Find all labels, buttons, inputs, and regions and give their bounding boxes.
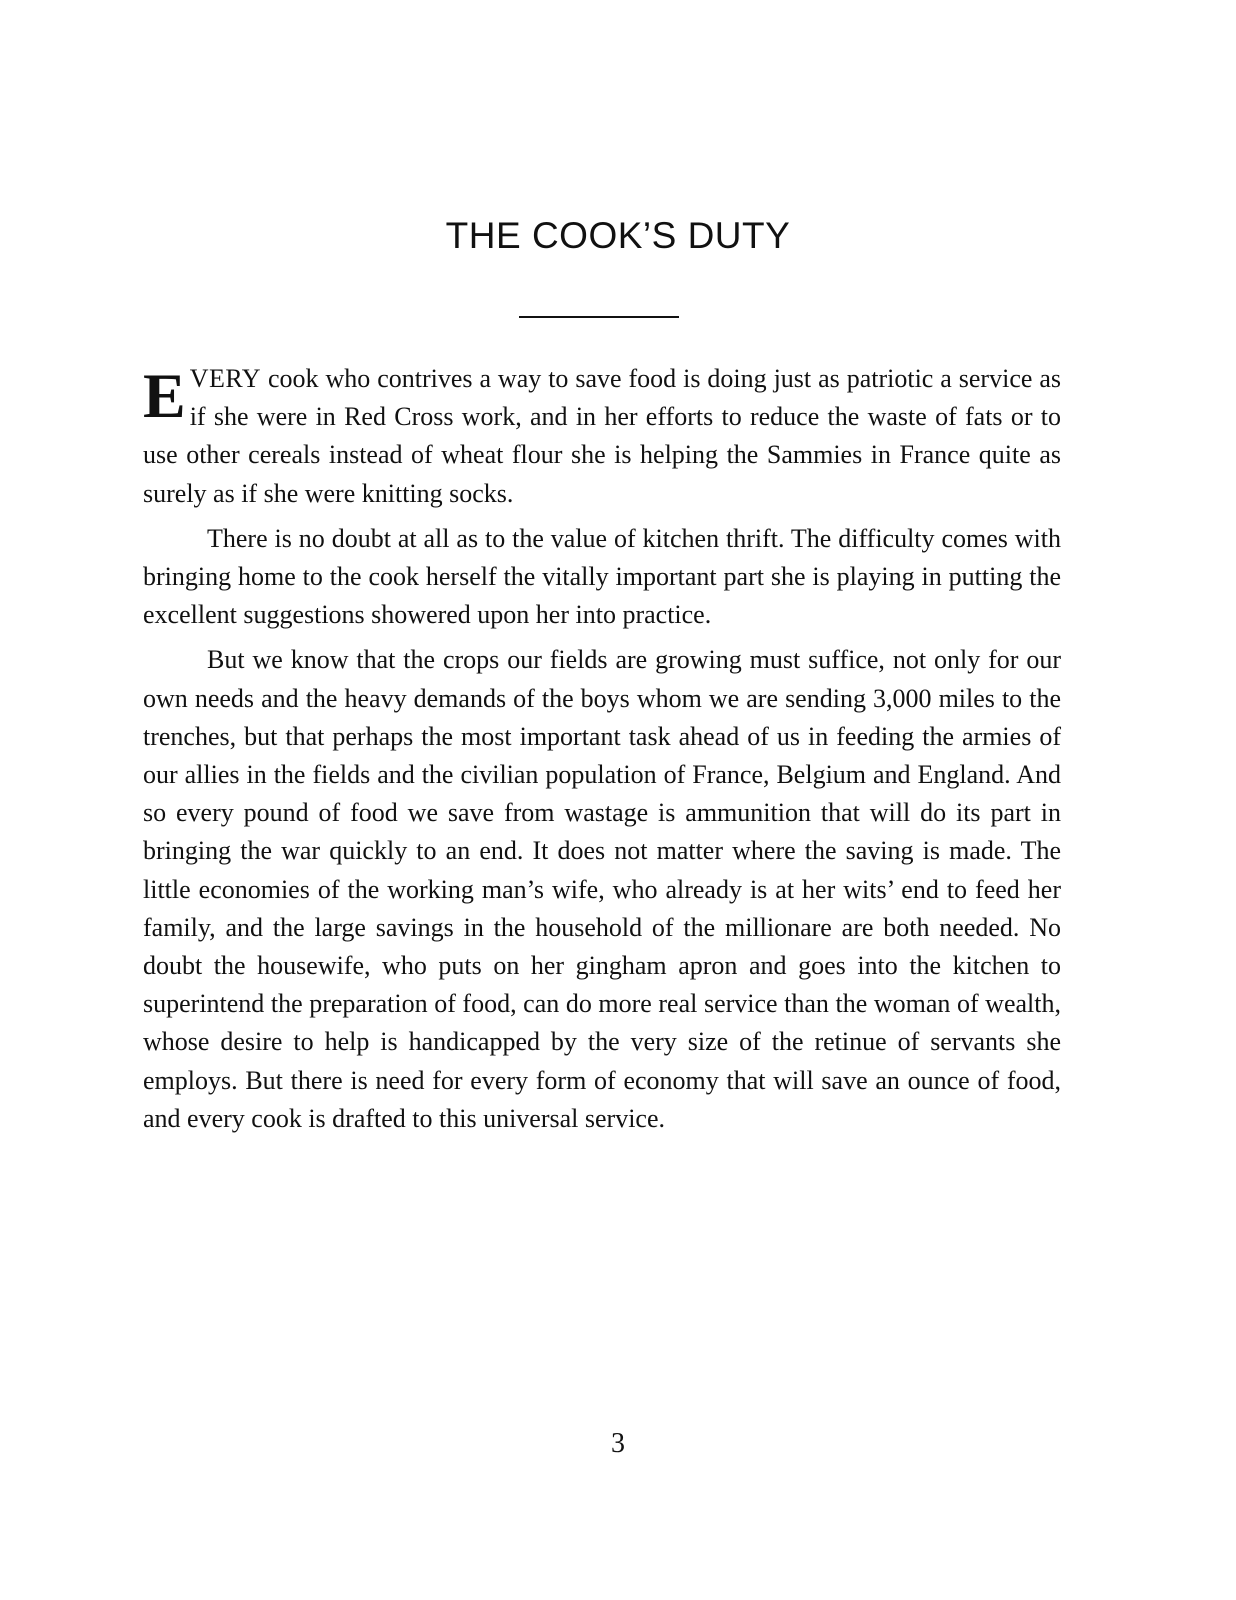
drop-cap: E [143, 360, 186, 431]
paragraph-3: But we know that the crops our fields are growing must suffice, not only for our own needs and the heavy demands of the boys whom we are sending 3,000 miles to the trenches, but that perhaps the most important task ahead of us in feeding the armies of our allies in the fields and the civilian population of France, Belgium and England. And so every pound of food we save from wastage is ammunition that will do its part in bringing the war quickly to an end. It does not matter where the saving is made. The little economies of the working man’s wife, who already is at her wits’ end to feed her family, and the large savings in the household of the millionare are both needed. No doubt the housewife, who puts on her gingham apron and goes into the kitchen to superintend the preparation of food, can do more real service than the woman of wealth, whose desire to help is handicapped by the very size of the retinue of servants she employs. But there is need for every form of economy that will save an ounce of food, and every cook is drafted to this universal service. [143, 645, 1061, 1133]
body-text [143, 360, 1061, 1145]
first-word-rest: VERY [189, 364, 262, 393]
paragraph-1-text: cook who contrives a way to save food is doing just as patriotic a service as if she were in Red Cross work, and in her efforts to reduce the waste of fats or to use other cereals instead of wheat flour she is helping the Sammies in France quite as surely as if she were knitting socks. [143, 364, 1061, 508]
paragraph-1 [143, 360, 1061, 513]
chapter-title: THE COOK’S DUTY [445, 215, 791, 256]
page-number: 3 [611, 1428, 625, 1459]
title-rule [519, 316, 679, 318]
paragraph-2: There is no doubt at all as to the value of kitchen thrift. The difficulty comes with bringing home to the cook herself the vitally important part she is playing in putting the excellent suggestions showered upon her into practice. [143, 523, 1061, 630]
